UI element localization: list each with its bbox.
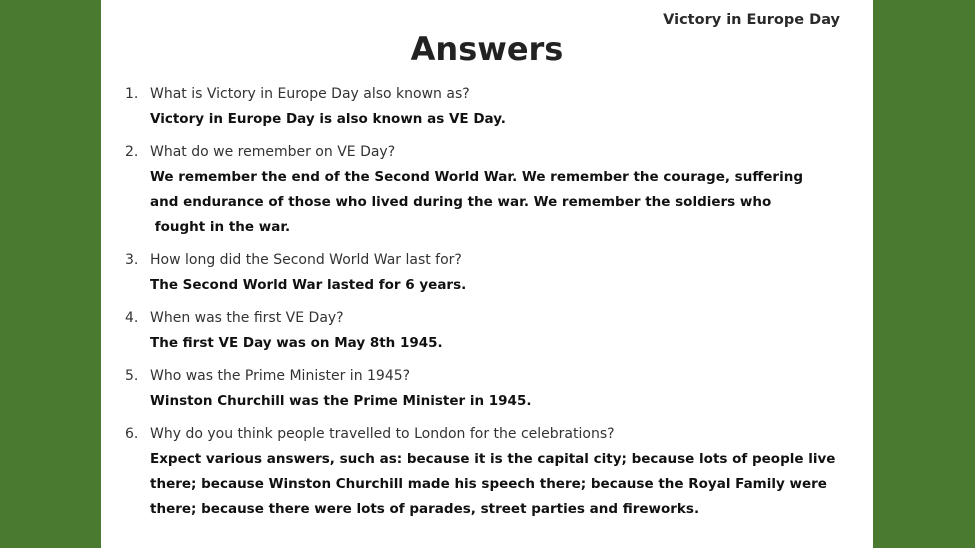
answer-line: fought in the war. [150, 219, 291, 235]
question-text: How long did the Second World War last for? [150, 252, 462, 268]
answer-text [150, 389, 845, 414]
question-text: What do we remember on VE Day? [150, 144, 396, 160]
answer-text [150, 273, 845, 298]
answer-line: Winston Churchill was the Prime Minister in 1945. [150, 393, 532, 409]
question-text: Why do you think people travelled to London for the celebrations? [150, 426, 615, 442]
list-item [125, 250, 845, 298]
question-number: 4. [125, 310, 139, 326]
qa-body [150, 142, 845, 240]
question-number: 1. [125, 86, 139, 102]
answer-line: Victory in Europe Day is also known as VE Day. [150, 111, 506, 127]
answer-line: Expect various answers, such as: because it is the capital city; because lots of people live [150, 451, 836, 467]
list-item [125, 84, 845, 132]
question-number: 2. [125, 144, 139, 160]
question-answer-list [125, 84, 845, 532]
question-text: What is Victory in Europe Day also known as? [150, 86, 470, 102]
answer-text [150, 165, 845, 240]
qa-body [150, 424, 845, 522]
answer-text [150, 447, 845, 522]
list-item [125, 308, 845, 356]
page-title: Answers [410, 30, 564, 68]
qa-body [150, 366, 845, 414]
qa-body [150, 308, 845, 356]
topic-tag: Victory in Europe Day [663, 12, 840, 28]
list-item [125, 142, 845, 240]
answer-line: The Second World War lasted for 6 years. [150, 277, 467, 293]
document-page [101, 0, 873, 548]
answer-line: The first VE Day was on May 8th 1945. [150, 335, 443, 351]
answer-line: and endurance of those who lived during the war. We remember the soldiers who [150, 194, 772, 210]
answer-line: We remember the end of the Second World War. We remember the courage, suffering [150, 169, 803, 185]
question-number: 3. [125, 252, 139, 268]
question-number: 5. [125, 368, 139, 384]
question-text: When was the first VE Day? [150, 310, 344, 326]
answer-line: there; because there were lots of parades, street parties and fireworks. [150, 501, 700, 517]
answer-line: there; because Winston Churchill made his speech there; because the Royal Family were [150, 476, 827, 492]
qa-body [150, 250, 845, 298]
list-item [125, 366, 845, 414]
question-number: 6. [125, 426, 139, 442]
answer-text [150, 331, 845, 356]
qa-body [150, 84, 845, 132]
answer-text [150, 107, 845, 132]
list-item [125, 424, 845, 522]
question-text: Who was the Prime Minister in 1945? [150, 368, 411, 384]
